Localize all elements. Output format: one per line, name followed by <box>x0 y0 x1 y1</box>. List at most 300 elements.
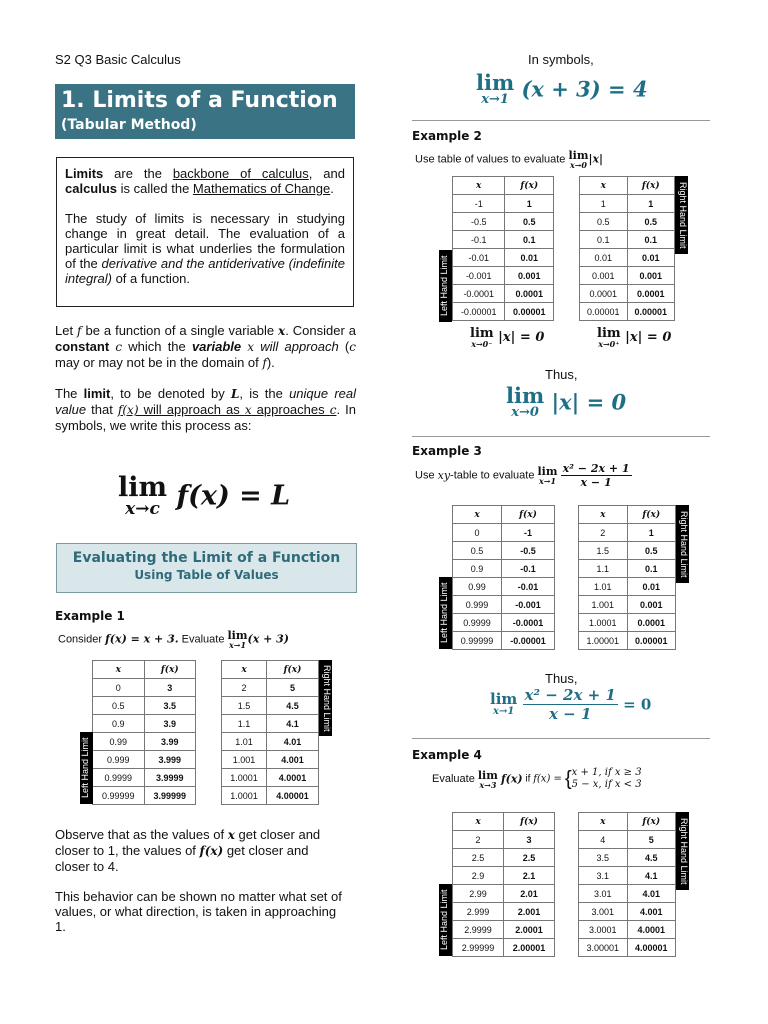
cell-x: 1.0001 <box>579 614 628 632</box>
column-header-fx: f(x) <box>505 177 554 195</box>
cell-x: 2.9 <box>453 867 504 885</box>
cell-fx: 1 <box>627 195 675 213</box>
cell-fx: 0.5 <box>627 542 676 560</box>
example-4-heading: Example 4 <box>412 748 482 762</box>
course-label: S2 Q3 Basic Calculus <box>55 52 181 67</box>
table-row <box>453 867 555 885</box>
lim-operator: lim <box>568 149 589 162</box>
cell-fx: 0.00001 <box>627 303 675 321</box>
table-row <box>453 939 555 957</box>
limit-body: |x| = 0 <box>625 330 672 345</box>
table-row <box>453 921 555 939</box>
column-header-x: x <box>579 506 628 524</box>
cell-fx: 2.001 <box>504 903 555 921</box>
observation-paragraphs <box>55 827 345 949</box>
cell-x: 2.999 <box>453 903 504 921</box>
column-header-x: x <box>453 177 505 195</box>
cell-x: 0.9999 <box>453 614 502 632</box>
cell-fx: 3.9999 <box>144 769 196 787</box>
cell-x: 1.1 <box>579 560 628 578</box>
cell-fx: -1 <box>502 524 555 542</box>
piecewise-lhs: f(x) = <box>533 773 562 785</box>
table-row <box>222 787 319 805</box>
cell-fx: 4.5 <box>267 697 319 715</box>
left-hand-limit-label: Left Hand Limit <box>80 732 93 804</box>
table-row <box>453 614 555 632</box>
cell-fx: 2.5 <box>504 849 555 867</box>
cell-x: 4 <box>579 831 628 849</box>
example-2-right-limit <box>597 327 671 348</box>
cell-x: 1.0001 <box>222 769 267 787</box>
lim-operator: lim <box>227 629 248 642</box>
right-hand-limit-label: Right Hand Limit <box>676 812 689 890</box>
table-row <box>453 524 555 542</box>
example-2-prompt <box>415 150 603 169</box>
text: Consider <box>58 633 106 646</box>
example-2-heading: Example 2 <box>412 129 482 143</box>
fraction-denominator: x − 1 <box>548 705 592 723</box>
cell-fx: 3.99 <box>144 733 196 751</box>
text: will approach as <box>138 402 245 417</box>
table-row <box>579 596 676 614</box>
text: that <box>86 402 118 417</box>
cell-x: 0.5 <box>580 213 628 231</box>
cell-x: 0.001 <box>580 267 628 285</box>
cell-x: -0.1 <box>453 231 505 249</box>
term-variable: variable <box>191 339 242 354</box>
cell-fx: 0.01 <box>505 249 554 267</box>
right-hand-limit-label: Right Hand Limit <box>319 660 332 736</box>
cell-x: 3.0001 <box>579 921 628 939</box>
text: get closer and closer to 4. <box>55 843 309 874</box>
cell-fx: 0.0001 <box>627 614 676 632</box>
column-header-fx: f(x) <box>627 506 676 524</box>
example-4-right-table <box>578 812 676 957</box>
text: . Consider a <box>285 323 357 338</box>
intro-box <box>56 157 354 307</box>
cell-fx: 4.001 <box>627 903 676 921</box>
cell-x: 2.9999 <box>453 921 504 939</box>
text: ). <box>266 355 275 370</box>
example-2-left-limit <box>470 327 544 348</box>
lim-argument: |x| <box>588 152 604 166</box>
text: approaches <box>251 402 330 417</box>
function-fx: f(x) <box>500 772 523 786</box>
example-1-right-table <box>221 660 319 805</box>
example-2-right-table <box>579 176 675 321</box>
table-row <box>579 524 676 542</box>
term-constant: constant <box>55 339 110 354</box>
table-row <box>93 787 196 805</box>
paragraph-function <box>55 323 356 371</box>
text: . In symbols, we write this process as: <box>55 402 356 433</box>
text: Let <box>55 323 78 338</box>
cell-x: 0 <box>93 679 145 697</box>
cell-fx: 4.5 <box>627 849 676 867</box>
cell-fx: 0.0001 <box>505 285 554 303</box>
cell-fx: -0.01 <box>502 578 555 596</box>
lim-subscript: x→1 <box>481 92 509 107</box>
cell-fx: 3 <box>144 679 196 697</box>
table-row <box>580 285 675 303</box>
lim-operator: lim <box>470 326 494 341</box>
table-row <box>579 542 676 560</box>
text: . <box>330 181 334 196</box>
lim-subscript: x→1 <box>492 706 515 717</box>
intro-paragraph-2 <box>65 211 345 286</box>
left-hand-limit-label: Left Hand Limit <box>439 577 452 649</box>
cell-fx: 4.1 <box>267 715 319 733</box>
cell-x: 1.001 <box>222 751 267 769</box>
table-row <box>453 560 555 578</box>
cell-fx: 4.0001 <box>267 769 319 787</box>
table-row <box>453 267 554 285</box>
cell-x: 0.99999 <box>93 787 145 805</box>
lim-subscript: x→0 <box>511 405 539 420</box>
cell-fx: 0.001 <box>627 267 675 285</box>
table-row <box>579 921 676 939</box>
column-header-fx: f(x) <box>504 813 555 831</box>
lim-argument: (x + 3) <box>247 632 289 646</box>
text: are the <box>103 166 173 181</box>
example-3-heading: Example 3 <box>412 444 482 458</box>
table-row <box>93 679 196 697</box>
table-row <box>453 303 554 321</box>
table-row <box>579 849 676 867</box>
table-row <box>453 596 555 614</box>
cell-x: 3.1 <box>579 867 628 885</box>
column-header-fx: f(x) <box>502 506 555 524</box>
cell-fx: 2.0001 <box>504 921 555 939</box>
cell-x: -1 <box>453 195 505 213</box>
cell-fx: 3.5 <box>144 697 196 715</box>
table-header-row <box>93 661 196 679</box>
text: is called the <box>117 181 193 196</box>
cell-fx: 4.0001 <box>627 921 676 939</box>
result-body: (x + 3) = 4 <box>521 76 648 102</box>
cell-x: -0.0001 <box>453 285 505 303</box>
function-def: f(x) = x + 3. <box>105 632 179 646</box>
var-L: L <box>230 387 240 401</box>
table-row <box>580 231 675 249</box>
fraction-numerator: x² − 2x + 1 <box>562 462 630 475</box>
text: Evaluate <box>178 633 228 646</box>
table-row <box>453 849 555 867</box>
cell-fx: 4.00001 <box>627 939 676 957</box>
cell-x: 0.5 <box>453 542 502 560</box>
cell-x: 0.01 <box>580 249 628 267</box>
italic-phrase: will approach <box>254 339 339 354</box>
var-x: x <box>247 340 255 354</box>
table-row <box>222 751 319 769</box>
lim-subscript: x→c <box>125 499 160 519</box>
example-4-prompt <box>432 767 642 791</box>
paragraph-limit <box>55 386 356 433</box>
cell-fx: -0.1 <box>502 560 555 578</box>
term-limit: limit <box>83 386 111 401</box>
lim-subscript: x→1 <box>538 476 557 486</box>
intro-paragraph-1 <box>65 166 345 196</box>
cell-x: 2.5 <box>453 849 504 867</box>
cell-x: 2 <box>222 679 267 697</box>
cell-fx: 0.01 <box>627 249 675 267</box>
table-row <box>579 903 676 921</box>
underlined-phrase: Mathematics of Change <box>192 181 331 196</box>
example-2-result <box>506 385 626 419</box>
text: of a function. <box>111 271 191 286</box>
column-header-fx: f(x) <box>627 177 675 195</box>
table-row <box>580 267 675 285</box>
section-title: Evaluating the Limit of a Function <box>72 550 341 566</box>
column-header-x: x <box>580 177 628 195</box>
column-header-x: x <box>579 813 628 831</box>
cell-fx: 0.5 <box>627 213 675 231</box>
piecewise-cases <box>572 767 642 791</box>
brace-icon: { <box>564 768 572 790</box>
lim-operator: lim <box>597 326 621 341</box>
example-3-result <box>490 686 651 723</box>
formula-body: f(x) = L <box>176 480 291 512</box>
table-row <box>579 885 676 903</box>
lim-subscript: x→0⁺ <box>598 339 620 349</box>
cell-x: 1.1 <box>222 715 267 733</box>
cell-x: -0.00001 <box>453 303 505 321</box>
fraction-numerator: x² − 2x + 1 <box>524 686 616 704</box>
divider <box>412 120 710 121</box>
thus-label: Thus, <box>545 367 578 382</box>
text: , is the <box>239 386 290 401</box>
text: ( <box>338 339 350 354</box>
var-c: c <box>115 340 123 354</box>
cell-x: 2 <box>453 831 504 849</box>
example-4-left-table <box>452 812 555 957</box>
var-c: c <box>349 340 356 354</box>
underlined-phrase: backbone of calculus <box>172 166 309 181</box>
cell-x: 3.00001 <box>579 939 628 957</box>
cell-fx: 0.5 <box>505 213 554 231</box>
cell-fx: 0.00001 <box>627 632 676 650</box>
cell-x: 3.001 <box>579 903 628 921</box>
text: , and <box>308 166 345 181</box>
column-header-fx: f(x) <box>627 813 676 831</box>
table-row <box>453 632 555 650</box>
lim-operator: lim <box>490 690 518 708</box>
column-header-fx: f(x) <box>267 661 319 679</box>
cell-x: 1.01 <box>579 578 628 596</box>
table-row <box>579 831 676 849</box>
cell-fx: 3.9 <box>144 715 196 733</box>
cell-fx: 4.00001 <box>267 787 319 805</box>
lim-operator: lim <box>476 70 515 95</box>
cell-fx: -0.0001 <box>502 614 555 632</box>
cell-fx: 0.1 <box>627 231 675 249</box>
text: which the <box>122 339 192 354</box>
table-row <box>453 231 554 249</box>
column-header-x: x <box>222 661 267 679</box>
table-row <box>222 715 319 733</box>
cell-fx: 2.00001 <box>504 939 555 957</box>
cell-x: 1.5 <box>579 542 628 560</box>
cell-x: 1.5 <box>222 697 267 715</box>
lim-subscript: x→1 <box>228 640 247 650</box>
table-row <box>93 733 196 751</box>
result-value: = 0 <box>623 695 652 714</box>
table-header-row <box>453 813 555 831</box>
lim-operator: lim <box>118 472 168 503</box>
example-3-left-table <box>452 505 555 650</box>
cell-x: 1.0001 <box>222 787 267 805</box>
cell-fx: 3 <box>504 831 555 849</box>
table-row <box>222 733 319 751</box>
lim-subscript: x→0⁻ <box>471 339 493 349</box>
table-row <box>93 715 196 733</box>
text: if <box>522 773 534 785</box>
table-row <box>93 769 196 787</box>
column-header-fx: f(x) <box>144 661 196 679</box>
var-x: x <box>227 828 235 842</box>
lim-subscript: x→0 <box>569 160 587 170</box>
cell-fx: 0.001 <box>627 596 676 614</box>
cell-x: 0.99 <box>453 578 502 596</box>
column-header-x: x <box>453 813 504 831</box>
var-fx: f(x) <box>199 844 224 858</box>
var-c: c <box>329 403 337 417</box>
cell-x: 1.00001 <box>579 632 628 650</box>
table-row <box>222 697 319 715</box>
thus-label: Thus, <box>545 671 578 686</box>
text: Use table of values to evaluate <box>415 153 569 166</box>
cell-fx: 1 <box>505 195 554 213</box>
table-row <box>453 831 555 849</box>
cell-fx: 3.99999 <box>144 787 196 805</box>
cell-x: 0.99 <box>93 733 145 751</box>
italic-phrase: unique real value <box>55 386 356 417</box>
cell-x: 0.999 <box>93 751 145 769</box>
table-header-row <box>222 661 319 679</box>
lim-operator: lim <box>477 768 498 782</box>
table-row <box>93 751 196 769</box>
fraction-denominator: x − 1 <box>580 476 612 489</box>
lesson-subtitle: (Tabular Method) <box>61 117 197 133</box>
table-row <box>580 213 675 231</box>
cell-fx: 1 <box>627 524 676 542</box>
example-3-prompt <box>415 462 632 489</box>
cell-x: -0.001 <box>453 267 505 285</box>
table-row <box>580 303 675 321</box>
var-x: x <box>278 324 286 338</box>
text: may or may not be in the domain of <box>55 355 263 370</box>
divider <box>412 436 710 437</box>
example-1-left-table <box>92 660 196 805</box>
italic-phrase: derivative and the antiderivative (indefinite integral) <box>65 256 346 286</box>
limit-body: |x| = 0 <box>498 330 545 345</box>
table-row <box>93 697 196 715</box>
cell-fx: 4.001 <box>267 751 319 769</box>
lesson-title-banner <box>55 84 355 139</box>
definition-paragraphs <box>55 323 356 448</box>
cell-x: 2.99999 <box>453 939 504 957</box>
cell-fx: 4.01 <box>267 733 319 751</box>
cell-fx: 0.01 <box>627 578 676 596</box>
var-xy: xy <box>437 469 451 482</box>
cell-x: 1.01 <box>222 733 267 751</box>
term-limits: Limits <box>65 166 104 181</box>
left-hand-limit-label: Left Hand Limit <box>439 884 452 956</box>
cell-fx: 4.1 <box>627 867 676 885</box>
cell-x: 3.01 <box>579 885 628 903</box>
cell-x: 2 <box>579 524 628 542</box>
in-symbols-label: In symbols, <box>528 52 594 67</box>
cell-x: 1.001 <box>579 596 628 614</box>
cell-x: -0.5 <box>453 213 505 231</box>
text: The study of limits is necessary in studying change in great detail. The evaluation of a particular limit is what underlies the formulation of the <box>65 211 345 271</box>
lim-subscript: x→3 <box>479 779 497 790</box>
example-1-result <box>476 72 648 106</box>
table-header-row <box>579 813 676 831</box>
table-row <box>453 285 554 303</box>
cell-x: -0.01 <box>453 249 505 267</box>
text: be a function of a single variable <box>81 323 279 338</box>
right-hand-limit-label: Right Hand Limit <box>675 176 688 254</box>
cell-fx: 0.1 <box>505 231 554 249</box>
text: -table to evaluate <box>450 469 538 482</box>
table-row <box>453 903 555 921</box>
cell-x: 0.0001 <box>580 285 628 303</box>
left-hand-limit-label: Left Hand Limit <box>439 250 452 322</box>
cell-x: 1 <box>580 195 628 213</box>
text: get closer and closer to 1, the values of <box>55 827 321 858</box>
table-row <box>579 560 676 578</box>
limit-definition-formula <box>118 474 290 518</box>
table-row <box>453 542 555 560</box>
cell-x: 0.9 <box>93 715 145 733</box>
column-header-x: x <box>453 506 502 524</box>
divider <box>412 738 710 739</box>
cell-x: 0.9 <box>453 560 502 578</box>
table-row <box>222 769 319 787</box>
table-row <box>579 632 676 650</box>
table-header-row <box>579 506 676 524</box>
section-subtitle: Using Table of Values <box>134 568 279 582</box>
var-x: x <box>244 403 252 417</box>
table-row <box>579 614 676 632</box>
cell-x: 0.99999 <box>453 632 502 650</box>
text: Observe that as the values of <box>55 827 228 842</box>
cell-fx: -0.00001 <box>502 632 555 650</box>
table-header-row <box>453 177 554 195</box>
section-heading-box <box>56 543 357 593</box>
lim-operator: lim <box>506 383 545 408</box>
cell-x: 3.5 <box>579 849 628 867</box>
table-row <box>222 679 319 697</box>
cell-x: 0.999 <box>453 596 502 614</box>
cell-x: 0.1 <box>580 231 628 249</box>
table-row <box>579 867 676 885</box>
table-row <box>580 195 675 213</box>
cell-x: 2.99 <box>453 885 504 903</box>
cell-fx: 3.999 <box>144 751 196 769</box>
observation-2: This behavior can be shown no matter what set of values, or what direction, is taken in approaching 1. <box>55 889 342 934</box>
cell-fx: 0.00001 <box>505 303 554 321</box>
lesson-title: 1. Limits of a Function <box>61 88 338 113</box>
right-hand-limit-label: Right Hand Limit <box>676 505 689 583</box>
table-row <box>453 578 555 596</box>
table-row <box>579 939 676 957</box>
observation-1 <box>55 827 345 874</box>
cell-fx: 0.1 <box>627 560 676 578</box>
cell-fx: 0.0001 <box>627 285 675 303</box>
text: , to be denoted by <box>110 386 231 401</box>
